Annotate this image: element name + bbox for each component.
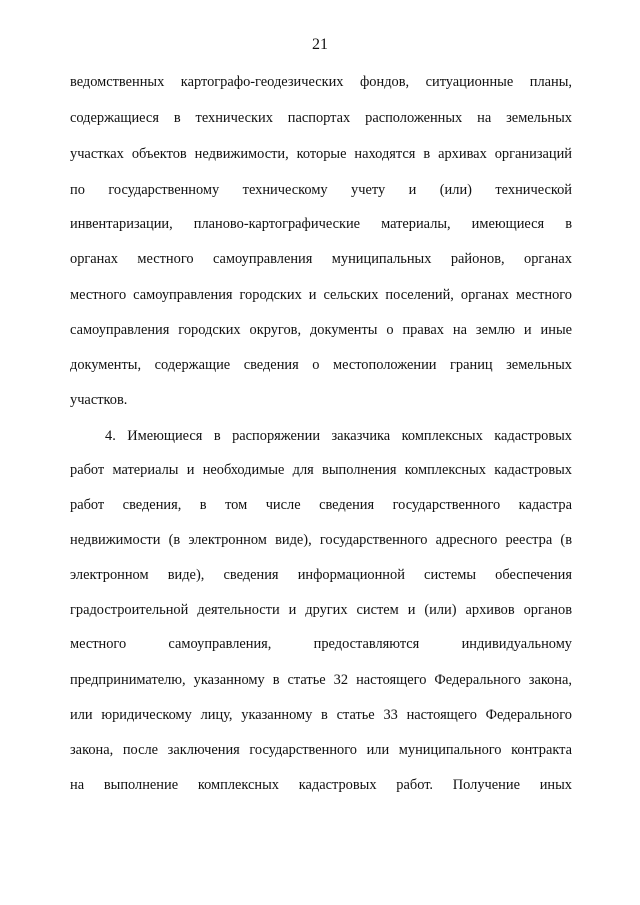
page-number: 21: [312, 36, 328, 53]
paragraph-first-line: 4. Имеющиеся в распоряжении заказчика комплексных кадастровых: [105, 428, 572, 444]
text-line: электронном виде), сведения информационной системы обеспечения: [70, 567, 572, 583]
text-line: самоуправления городских округов, документы о правах на землю и иные: [70, 322, 572, 338]
text-line: содержащиеся в технических паспортах расположенных на земельных: [70, 110, 572, 126]
text-line: по государственному техническому учету и (или) технической: [70, 182, 572, 198]
text-line: закона, после заключения государственного или муниципального контракта: [70, 742, 572, 758]
text-line: участков.: [70, 392, 128, 408]
text-line: предпринимателю, указанному в статье 32 настоящего Федерального закона,: [70, 672, 572, 688]
text-line: недвижимости (в электронном виде), государственного адресного реестра (в: [70, 532, 572, 548]
text-line: инвентаризации, планово-картографические материалы, имеющиеся в: [70, 216, 572, 232]
text-line: градостроительной деятельности и других систем и (или) архивов органов: [70, 602, 572, 618]
text-line: органах местного самоуправления муниципальных районов, органах: [70, 251, 572, 267]
text-line: или юридическому лицу, указанному в статье 33 настоящего Федерального: [70, 707, 572, 723]
text-line: документы, содержащие сведения о местоположении границ земельных: [70, 357, 572, 373]
text-line: участках объектов недвижимости, которые находятся в архивах организаций: [70, 146, 572, 162]
text-line: ведомственных картографо-геодезических фондов, ситуационные планы,: [70, 74, 572, 90]
text-line: работ материалы и необходимые для выполнения комплексных кадастровых: [70, 462, 572, 478]
text-line: на выполнение комплексных кадастровых работ. Получение иных: [70, 777, 572, 793]
text-line: работ сведения, в том числе сведения государственного кадастра: [70, 497, 572, 513]
text-line: местного самоуправления, предоставляются индивидуальному: [70, 636, 572, 652]
text-line: местного самоуправления городских и сельских поселений, органах местного: [70, 287, 572, 303]
